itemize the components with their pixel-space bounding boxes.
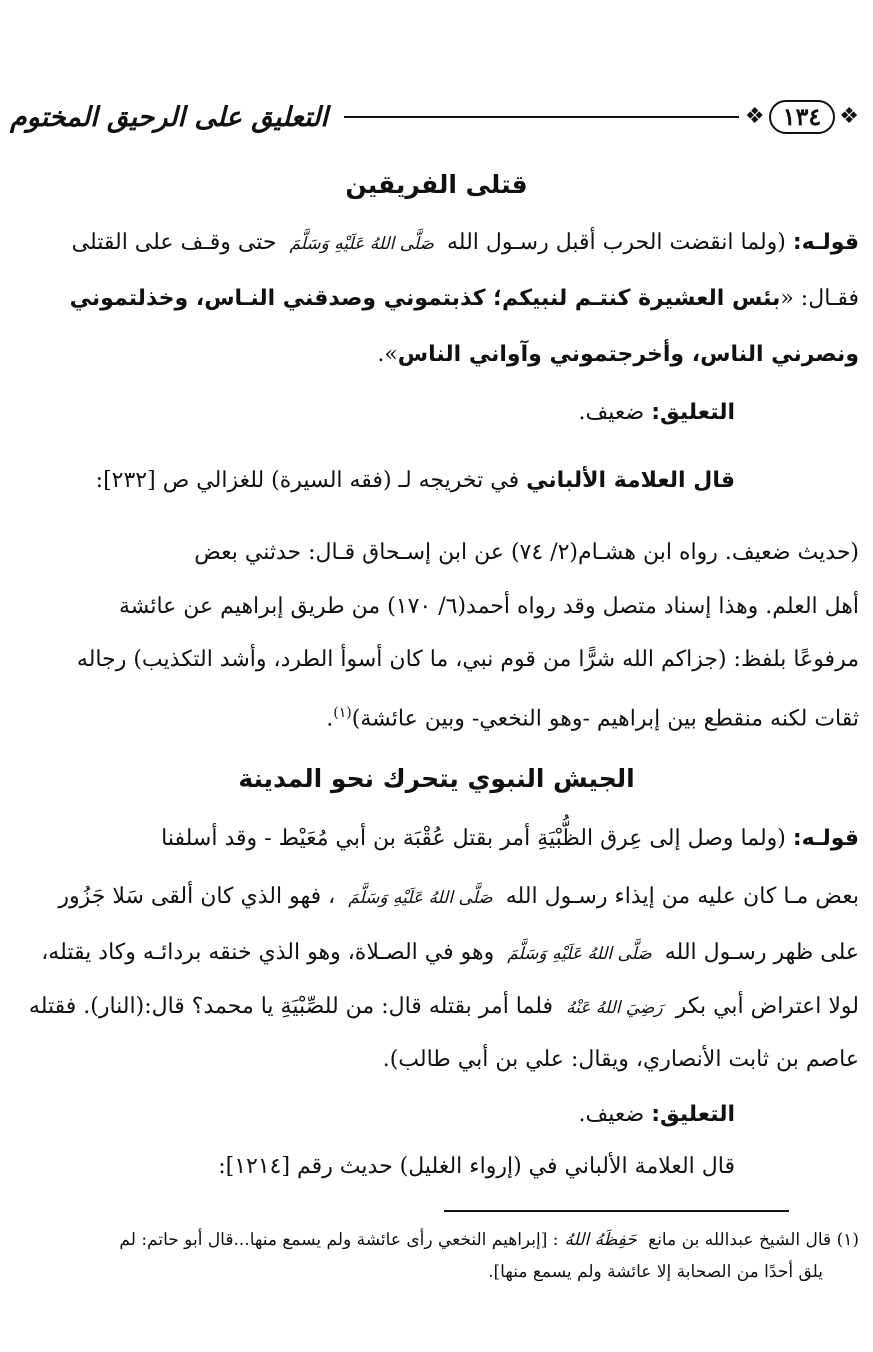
- page-header: [10, 92, 859, 142]
- salutation-glyph: صَلَّى اللهُ عَلَيْهِ وَسَلَّمَ: [348, 888, 493, 908]
- book-title: التعليق على الرحيق المختوم: [10, 101, 328, 133]
- text-line: [14, 698, 859, 734]
- qawluh-label: قولـه:: [792, 230, 859, 255]
- quote-text: على ظهر رسـول الله: [664, 940, 859, 965]
- text-line: [14, 284, 859, 314]
- taliq-value: ضعيف.: [578, 400, 645, 425]
- quote-text: فلما أمر بقتله قال: من للصِّبْيَةِ يا محمد؟ قال:(النار). فقتله: [28, 994, 554, 1019]
- quote-text: (ولما انقضت الحرب أقبل رسـول الله: [446, 230, 786, 255]
- taliq-line: [14, 1100, 735, 1130]
- taliq-value: ضعيف.: [578, 1102, 645, 1127]
- salutation-glyph: صَلَّى اللهُ عَلَيْهِ وَسَلَّمَ: [507, 944, 652, 964]
- quote-text: ، فهو الذي كان ألقى سَلا جَزُور: [58, 884, 336, 909]
- hafizahu-glyph: حَفِظَهُ اللهُ: [564, 1230, 637, 1250]
- quote-text: لولا اعتراض أبي بكر: [675, 994, 859, 1019]
- ornament-icon: ❖: [839, 104, 859, 129]
- footnote-text: : [إبراهيم النخعي رأى عائشة ولم يسمع منها...قال أبو حاتم: لم: [119, 1230, 559, 1250]
- quote-text: ثقات لكنه منقطع بين إبراهيم -وهو النخعي- وبين عائشة): [351, 706, 859, 732]
- page-number-block: [745, 100, 859, 134]
- header-rule: [344, 116, 739, 118]
- albani-source: في تخريجه لـ (فقه السيرة) للغزالي ص [٢٣٢]:: [95, 468, 520, 493]
- text-line: [14, 340, 859, 370]
- hadith-text: بئس العشيرة كنتـم لنبيكم؛ كذبتموني وصدقني النـاس، وخذلتموني: [69, 286, 781, 311]
- text-line: [14, 992, 859, 1023]
- quote-text: حتى وقـف على القتلى: [71, 230, 277, 255]
- taliq-line: [14, 398, 735, 428]
- albani-label: قال العلامة الألباني: [526, 468, 735, 493]
- footnote-separator: [444, 1210, 789, 1212]
- qawluh-label: قولـه:: [792, 826, 859, 851]
- quote-text: ».: [377, 342, 398, 367]
- text-line: [14, 228, 859, 259]
- text-line: [14, 938, 859, 969]
- text-line: [14, 824, 859, 854]
- text-line: أهل العلم. وهذا إسناد متصل وقد رواه أحمد(٦/ ١٧٠) من طريق إبراهيم عن عائشة: [118, 594, 859, 619]
- radi-glyph: رَضِيَ اللهُ عَنْهُ: [566, 998, 663, 1018]
- text-line: (حديث ضعيف. رواه ابن هشـام(٢/ ٧٤) عن ابن إسـحاق قـال: حدثني بعض: [194, 540, 859, 565]
- albani-line: قال العلامة الألباني في (إرواء الغليل) حديث رقم [١٢١٤]:: [218, 1154, 735, 1179]
- quote-text: وهو في الصـلاة، وهو الذي خنقه بردائـه وكاد يقتله،: [41, 940, 495, 965]
- footnote-marker[interactable]: (١): [333, 705, 352, 721]
- text-line: عاصم بن ثابت الأنصاري، ويقال: علي بن أبي طالب).: [382, 1047, 859, 1072]
- text-line: [14, 882, 859, 913]
- footnote-line: [14, 1226, 859, 1254]
- section-heading: الجيش النبوي يتحرك نحو المدينة: [238, 764, 635, 793]
- taliq-label: التعليق:: [651, 400, 735, 425]
- footnote-text: (١) قال الشيخ عبدالله بن مانع: [648, 1230, 859, 1250]
- quote-text: فقـال: «: [780, 286, 859, 311]
- section-heading: قتلى الفريقين: [345, 170, 528, 199]
- page-number: ١٣٤: [769, 100, 836, 134]
- quote-text: .: [326, 706, 334, 732]
- text-line: مرفوعًا بلفظ: (جزاكم الله شرًّا من قوم نبي، ما كان أسوأ الطرد، وأشد التكذيب) رجاله: [76, 647, 859, 672]
- hadith-text: ونصرني الناس، وأخرجتموني وآواني الناس: [397, 342, 859, 367]
- footnote-line: يلق أحدًا من الصحابة إلا عائشة ولم يسمع منها].: [488, 1262, 823, 1282]
- ornament-icon: ❖: [744, 104, 765, 129]
- quote-text: (ولما وصل إلى عِرق الظُّبْيَةِ أمر بقتل عُقْبَة بن أبي مُعَيْط - وقد أسلفنا: [161, 826, 786, 851]
- taliq-label: التعليق:: [651, 1102, 735, 1127]
- albani-line: [14, 466, 735, 496]
- salutation-glyph: صَلَّى اللهُ عَلَيْهِ وَسَلَّمَ: [289, 234, 434, 254]
- quote-text: بعض مـا كان عليه من إيذاء رسـول الله: [505, 884, 859, 909]
